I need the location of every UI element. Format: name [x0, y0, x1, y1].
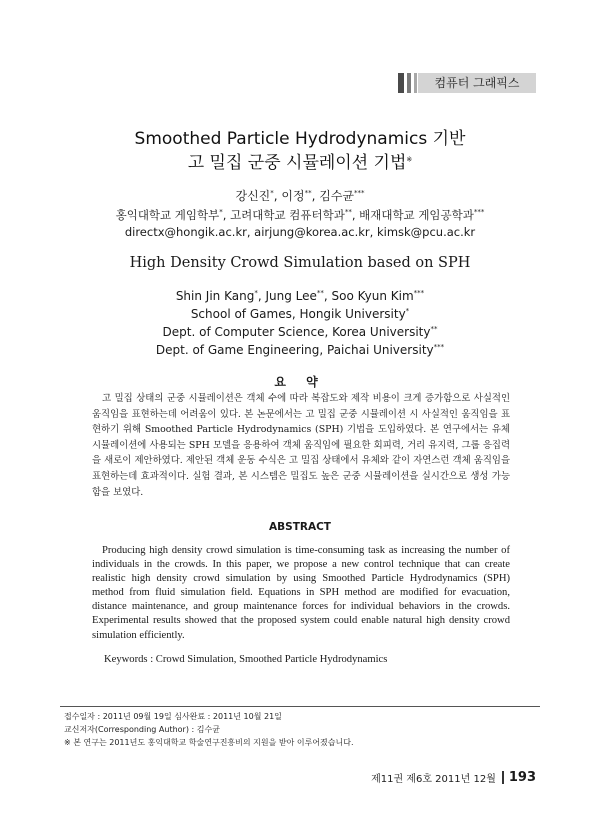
abstract-heading: ABSTRACT: [269, 521, 331, 533]
footnote-dates: 접수일자 : 2011년 09월 19일 심사완료 : 2011년 10월 21일: [64, 712, 282, 721]
author-name: Shin Jin Kang: [175, 289, 255, 303]
author-emails: directx@hongik.ac.kr, airjung@korea.ac.kr, kimsk@pcu.ac.kr: [124, 225, 476, 239]
affiliation: 홍익대학교 게임학부: [115, 208, 220, 222]
keywords-label: Keywords: [104, 654, 148, 665]
abstract-body: Producing high density crowd simulation is time-consuming task as increasing the number of individuals in the crowds. In this paper, we propose a new control technique that can create realistic high density crowd simulation by using Smoothed Particle Hydrodynamics (SPH) method from fluid simulation field. Equations in SPH method are modified for evacuation, distance maintenance, and group maintenance forces for individual behaviors in the crowds. Experimental results showed that the proposed system could enable natural high density crowd simulation efficiently.: [92, 545, 510, 641]
author-name: Jung Lee: [265, 289, 317, 303]
issue-info: 제11권 제6호 2011년 12월: [371, 774, 496, 785]
author-separator: ,: [323, 289, 332, 303]
author-mark: ***: [354, 189, 365, 197]
keywords-line: [104, 654, 387, 665]
author-separator: ,: [311, 189, 320, 203]
title-footnote-mark: ※: [406, 155, 413, 164]
keywords-value: Crowd Simulation, Smoothed Particle Hydrodynamics: [155, 654, 388, 665]
author-mark: *: [254, 289, 258, 297]
affiliations-korean: [0, 207, 600, 223]
affiliation-english-2: [0, 325, 600, 339]
authors-korean: [0, 187, 600, 204]
author-name: 김수균: [319, 189, 355, 203]
affiliation: 배재대학교 게임공학과: [359, 208, 474, 222]
page-footer: [371, 770, 536, 785]
authors-english: [0, 289, 600, 303]
affiliation-mark: **: [344, 208, 352, 217]
affiliation-mark: *: [405, 307, 410, 315]
affiliation: Dept. of Game Engineering, Paichai University: [155, 343, 434, 357]
author-separator: ,: [257, 289, 266, 303]
keywords-separator: :: [147, 654, 156, 665]
footer-separator: [502, 771, 504, 784]
footnote-corresponding-author: 교신저자(Corresponding Author) : 김수균: [64, 725, 220, 734]
tab-bar-mid: [407, 73, 411, 93]
paper-title-line-2: [0, 148, 600, 173]
author-name: 강신진: [235, 189, 271, 203]
footnote-divider: [60, 706, 540, 707]
author-name: 이정: [281, 189, 305, 203]
affiliation-mark: ***: [433, 343, 445, 351]
author-mark: **: [316, 289, 324, 297]
affiliation-separator: ,: [222, 208, 231, 222]
affiliation-mark: **: [430, 325, 438, 333]
author-mark: *: [270, 189, 274, 197]
affiliation: 고려대학교 컴퓨터학과: [230, 208, 345, 222]
summary-body: 고 밀집 상태의 군중 시뮬레이션은 객체 수에 따라 복잡도와 제작 비용이 크게 증가함으로 사실적인 움직임을 표현하는데 어려움이 있다. 본 논문에서는 고 밀집 군중 시뮬레이션 시 사실적인 움직임을 표현하기 위해 Smoothed Particle Hydrodynamics (SPH) 기법을 도입하였다. 본 연구에서는 유체 시뮬레이션에 사용되는 SPH 모델을 응용하여 객체 움직임에 필요한 회피력, 거리 유지력, 그룹 응집력을 새로이 제안하였다. 제안된 객체 운동 수식은 고 밀집 상태에서 유체와 같이 자연스런 객체 움직임을 표현하는데 효과적이다. 실험 결과, 본 시스템은 밀집도 높은 군중 시뮬레이션을 실시간으로 생성 가능함을 보였다.: [92, 393, 510, 498]
author-mark: **: [304, 189, 312, 197]
author-separator: ,: [273, 189, 282, 203]
paper-title-line-1: Smoothed Particle Hydrodynamics 기반: [134, 129, 466, 149]
affiliation-english-1: [0, 307, 600, 321]
category-label: 컴퓨터 그래픽스: [418, 73, 536, 93]
affiliation-english-3: [0, 343, 600, 357]
affiliation: Dept. of Computer Science, Korea University: [162, 325, 431, 339]
footnote-funding: ※ 본 연구는 2011년도 홍익대학교 학술연구진흥비의 지원을 받아 이루어졌습니다.: [64, 738, 354, 747]
author-name: Soo Kyun Kim: [331, 289, 414, 303]
author-mark: ***: [413, 289, 425, 297]
category-tab-bars: [398, 73, 417, 93]
affiliation: School of Games, Hongik University: [190, 307, 406, 321]
affiliation-mark: *: [219, 208, 223, 217]
title-text: 고 밀집 군중 시뮬레이션 기법: [187, 153, 407, 173]
summary-heading: 요 약: [274, 375, 326, 389]
tab-bar-light: [414, 73, 417, 93]
page-number: 193: [508, 770, 536, 785]
english-title: High Density Crowd Simulation based on SPH: [129, 255, 471, 271]
affiliation-mark: ***: [473, 208, 485, 217]
affiliation-separator: ,: [351, 208, 360, 222]
tab-bar-dark: [398, 73, 404, 93]
